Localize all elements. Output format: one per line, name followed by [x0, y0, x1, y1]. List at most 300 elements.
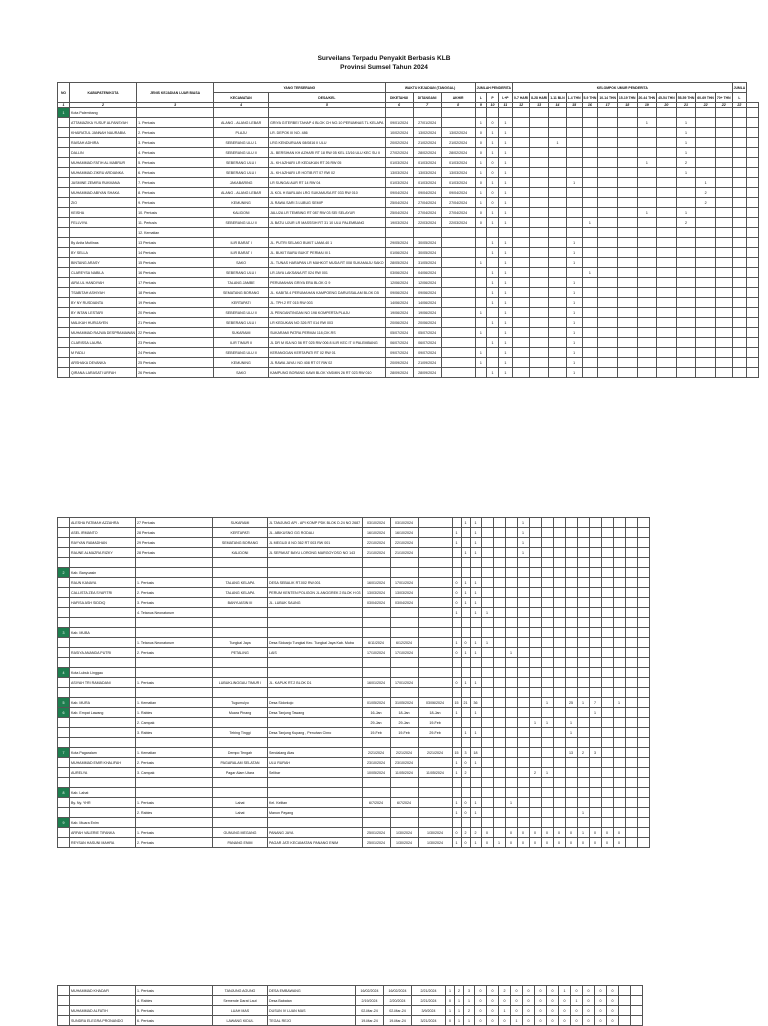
age-count — [481, 788, 493, 798]
empty-cell — [505, 738, 517, 748]
age-count — [657, 188, 677, 198]
age-count — [529, 818, 541, 828]
age-count — [582, 208, 598, 218]
age-count — [657, 228, 677, 238]
age-count — [529, 578, 541, 588]
age-count: 0 — [595, 986, 607, 996]
desa-cell — [269, 108, 386, 118]
empty-cell — [70, 778, 136, 788]
kecamatan-cell — [214, 228, 269, 238]
table-row — [58, 608, 650, 618]
empty-cell — [565, 658, 577, 668]
kecamatan-cell: PAGARALAM SELATAN — [213, 758, 268, 768]
count-p — [461, 608, 470, 618]
row-number — [58, 678, 70, 688]
age-count — [541, 638, 553, 648]
age-count — [565, 678, 577, 688]
table-row — [58, 118, 759, 128]
kecamatan-cell: SEBERANG ULU I — [214, 318, 269, 328]
age-count: 0 — [523, 996, 535, 1006]
age-count — [481, 538, 493, 548]
jenis-cell: 27 Pertusis — [136, 518, 213, 528]
age-count — [676, 108, 696, 118]
age-count — [553, 518, 565, 528]
column-number: 10 — [487, 103, 499, 108]
count-p — [461, 568, 470, 578]
jenis-cell: 1. Kematian — [136, 748, 213, 758]
age-count — [601, 728, 613, 738]
count-l: 0 — [452, 648, 461, 658]
age-count — [549, 208, 567, 218]
age-count — [582, 228, 598, 238]
age-count: 2 — [529, 768, 541, 778]
header-age-10: 60-69 THN — [696, 93, 716, 103]
age-count — [566, 188, 582, 198]
age-count — [577, 668, 589, 678]
desa-cell: LRG KENDURUAN 08/0816 II ULU — [269, 138, 386, 148]
jumla-cell — [637, 798, 649, 808]
date-diketahui: 20/06/2024 — [385, 318, 413, 328]
empty-cell — [58, 658, 70, 668]
kabupaten-cell: BY INTAN LESTARI — [70, 308, 137, 318]
age-count — [577, 758, 589, 768]
count-lp: 1 — [498, 268, 512, 278]
age-count — [565, 788, 577, 798]
age-count — [505, 578, 517, 588]
age-count — [598, 338, 618, 348]
age-count: 1 — [566, 338, 582, 348]
count-p: 21 — [461, 698, 470, 708]
age-count — [517, 578, 529, 588]
count-p: 1 — [461, 678, 470, 688]
desa-cell: LR SUNGAI AUR RT 14 RW 04 — [269, 178, 386, 188]
jumla-cell — [625, 768, 637, 778]
group-row — [58, 748, 650, 758]
age-count — [517, 638, 529, 648]
date-ditangani: 06/07/2024 — [413, 338, 441, 348]
jumla-cell — [637, 818, 649, 828]
date-akhir: 29-Feb — [418, 728, 452, 738]
empty-cell — [452, 618, 461, 628]
age-count — [549, 278, 567, 288]
jumla-cell — [747, 368, 759, 378]
date-ditangani: 16/02/2024 — [384, 986, 412, 996]
desa-cell: JL KOL H BARLIAN LRG SUKAMUSA RT 033 RW 010 — [269, 188, 386, 198]
kecamatan-cell: ALANG - ALANG LEBAR — [214, 188, 269, 198]
age-count — [530, 168, 549, 178]
jumla-cell — [747, 358, 759, 368]
kecamatan-cell: BANYUASIN III — [213, 598, 268, 608]
count-l: 0 — [475, 218, 487, 228]
age-count — [481, 818, 493, 828]
age-count — [530, 228, 549, 238]
desa-cell: PERUMAHAN GRIYA ERA BLOK G 9 — [269, 278, 386, 288]
age-count — [505, 548, 517, 558]
jumla-cell — [732, 288, 747, 298]
age-count: 13 — [565, 748, 577, 758]
table-block-2 — [57, 517, 768, 848]
jenis-cell: 1. Pertusis — [136, 578, 213, 588]
table-row — [58, 158, 759, 168]
age-count — [493, 668, 505, 678]
age-count — [657, 178, 677, 188]
empty-cell — [481, 738, 493, 748]
age-count — [598, 228, 618, 238]
row-number — [58, 158, 70, 168]
empty-cell — [58, 688, 70, 698]
age-count — [696, 308, 716, 318]
age-count — [553, 698, 565, 708]
row-number — [58, 598, 70, 608]
age-count — [529, 528, 541, 538]
age-count — [657, 248, 677, 258]
count-l: 15 — [452, 748, 461, 758]
age-count — [530, 298, 549, 308]
count-lp: 1 — [498, 348, 512, 358]
age-count — [613, 578, 625, 588]
table-row — [58, 318, 759, 328]
age-count — [529, 668, 541, 678]
age-count — [582, 338, 598, 348]
age-count — [481, 758, 493, 768]
column-number: 9 — [475, 103, 487, 108]
header-ditangani: DITANGANI — [413, 93, 441, 103]
age-count — [676, 198, 696, 208]
date-ditangani: 27/04/2024 — [413, 198, 441, 208]
jumla-cell — [747, 148, 759, 158]
jenis-cell: 21 Pertusis — [137, 318, 214, 328]
row-number: 2 — [58, 568, 70, 578]
kabupaten-cell: RASIYA ANANDA PUTRI — [70, 648, 136, 658]
age-count: 1 — [517, 548, 529, 558]
date-akhir — [418, 788, 452, 798]
jenis-cell: 15 Pertusis — [137, 258, 214, 268]
empty-cell — [589, 618, 601, 628]
date-akhir — [418, 548, 452, 558]
age-count: 1 — [529, 718, 541, 728]
count-l: 0 — [446, 996, 455, 1006]
age-count — [549, 308, 567, 318]
age-count — [481, 798, 493, 808]
empty-cell — [529, 688, 541, 698]
age-count — [598, 198, 618, 208]
age-count — [617, 138, 637, 148]
age-count — [589, 678, 601, 688]
desa-cell: JL. ABIKUSNO GG RODALI — [268, 528, 363, 538]
jumla-cell — [732, 248, 747, 258]
jenis-cell: 6. Pertusis — [137, 168, 214, 178]
jenis-cell: 5. Pertusis — [136, 1006, 213, 1016]
age-count — [517, 818, 529, 828]
age-count — [601, 668, 613, 678]
age-count — [637, 108, 657, 118]
age-count — [676, 228, 696, 238]
jenis-cell: 9. Pertusis — [137, 198, 214, 208]
age-count: 0 — [547, 1006, 559, 1016]
age-count — [530, 368, 549, 378]
kabupaten-cell — [70, 718, 136, 728]
date-ditangani — [390, 818, 418, 828]
age-count — [617, 218, 637, 228]
age-count — [513, 168, 530, 178]
header-age-11: 70+ THN — [715, 93, 732, 103]
empty-cell — [418, 778, 452, 788]
jenis-cell: 4. Rabies — [136, 996, 213, 1006]
kecamatan-cell: SEMATANG BORANG — [214, 288, 269, 298]
date-ditangani: 02-Mar-24 — [384, 1006, 412, 1016]
age-count — [505, 728, 517, 738]
empty-cell — [470, 658, 481, 668]
header-kelompok-umur: KELOMPOK UMUR PENDERITA — [513, 83, 733, 93]
count-l — [475, 238, 487, 248]
date-diketahui: 09/07/2024 — [385, 348, 413, 358]
group-row — [58, 628, 650, 638]
jumla-cell — [637, 708, 649, 718]
age-count: 0 — [535, 1016, 547, 1026]
kecamatan-cell: SEBERANG ULU II — [214, 348, 269, 358]
count-l — [452, 568, 461, 578]
column-number: 8 — [441, 103, 475, 108]
jenis-cell: 1. Pertusis — [136, 986, 213, 996]
date-akhir — [441, 248, 475, 258]
age-count: 0 — [595, 1016, 607, 1026]
count-l — [475, 338, 487, 348]
kecamatan-cell — [213, 608, 268, 618]
empty-cell — [136, 778, 213, 788]
empty-cell — [493, 738, 505, 748]
age-count — [530, 138, 549, 148]
empty-cell — [577, 738, 589, 748]
age-count — [601, 718, 613, 728]
count-l: 0 — [452, 578, 461, 588]
age-count — [530, 348, 549, 358]
table-row — [58, 658, 650, 668]
jenis-cell: 1. Pertusis — [136, 828, 213, 838]
kabupaten-cell: AIRA UL HANDIYAH — [70, 278, 137, 288]
empty-cell — [541, 558, 553, 568]
empty-cell — [517, 558, 529, 568]
jumla-cell — [732, 258, 747, 268]
age-count — [513, 158, 530, 168]
jumla-cell — [625, 698, 637, 708]
date-akhir — [418, 608, 452, 618]
age-count — [530, 248, 549, 258]
count-lp: 2 — [470, 828, 481, 838]
age-count: 0 — [559, 996, 571, 1006]
count-lp: 1 — [498, 308, 512, 318]
age-count — [481, 808, 493, 818]
age-count — [505, 768, 517, 778]
age-count — [566, 138, 582, 148]
age-count — [566, 208, 582, 218]
age-count — [589, 648, 601, 658]
empty-cell — [637, 618, 649, 628]
date-ditangani: 03/10/2024 — [390, 518, 418, 528]
age-count: 0 — [583, 1016, 595, 1026]
count-lp: 1 — [498, 178, 512, 188]
empty-cell — [493, 778, 505, 788]
age-count: 1 — [566, 368, 582, 378]
empty-cell — [565, 688, 577, 698]
age-count — [582, 118, 598, 128]
date-akhir: 2/21/2024 — [412, 986, 446, 996]
age-count — [565, 808, 577, 818]
empty-cell — [577, 778, 589, 788]
age-count — [529, 568, 541, 578]
desa-cell: PERUM KENTEN POLIGON JL ANGGREK 2 BLOK H 03 — [268, 588, 363, 598]
age-count — [517, 798, 529, 808]
desa-cell: LAIS — [268, 648, 363, 658]
count-l — [452, 788, 461, 798]
count-l: 1 — [452, 608, 461, 618]
age-count: 1 — [637, 208, 657, 218]
age-count — [565, 528, 577, 538]
jumla-cell — [637, 598, 649, 608]
desa-cell: ULU RURAH — [268, 758, 363, 768]
jumla-cell — [625, 828, 637, 838]
age-count — [566, 168, 582, 178]
jumla-cell — [747, 118, 759, 128]
kecamatan-cell: SEMATANG BORANG — [213, 538, 268, 548]
date-diketahui: 01/06/2024 — [385, 248, 413, 258]
age-count: 1 — [676, 138, 696, 148]
age-count — [617, 148, 637, 158]
age-count: 0 — [481, 828, 493, 838]
date-ditangani: 31/05/2024 — [390, 698, 418, 708]
age-count — [601, 598, 613, 608]
date-ditangani: 28/02/2024 — [413, 148, 441, 158]
empty-cell — [505, 778, 517, 788]
count-p: 2 — [461, 768, 470, 778]
date-diketahui: 17/10/2024 — [362, 648, 390, 658]
age-count — [517, 718, 529, 728]
count-l: 1 — [452, 708, 461, 718]
date-ditangani: 31/05/2024 — [413, 258, 441, 268]
kecamatan-cell — [213, 628, 268, 638]
age-count — [481, 588, 493, 598]
date-akhir — [418, 528, 452, 538]
age-count — [715, 358, 732, 368]
row-number: 6 — [58, 708, 70, 718]
age-count — [505, 698, 517, 708]
jenis-cell: 24 Pertusis — [137, 348, 214, 358]
date-diketahui: 12/06/2024 — [385, 278, 413, 288]
date-diketahui: 28/05/2024 — [385, 258, 413, 268]
row-number — [58, 538, 70, 548]
age-count — [493, 768, 505, 778]
age-count — [541, 548, 553, 558]
age-count — [657, 238, 677, 248]
age-count — [549, 338, 567, 348]
date-diketahui: 19/06/2024 — [385, 308, 413, 318]
age-count — [505, 818, 517, 828]
age-count — [553, 538, 565, 548]
desa-cell: JL RAWA JAYA I NO 408 RT 07 RW 02 — [269, 358, 386, 368]
age-count: 1 — [541, 718, 553, 728]
count-l: 0 — [475, 128, 487, 138]
jumla-cell — [747, 328, 759, 338]
kabupaten-cell: MUHAMMAD ALFATIH — [70, 1006, 136, 1016]
date-ditangani: 23/10/2024 — [390, 758, 418, 768]
jumla-cell — [747, 258, 759, 268]
age-count: 1 — [613, 698, 625, 708]
kabupaten-cell: MUHAMMAD RAJWA DESPRAMAWAN — [70, 328, 137, 338]
empty-cell — [452, 688, 461, 698]
age-count — [513, 248, 530, 258]
empty-cell — [390, 658, 418, 668]
age-count — [553, 808, 565, 818]
table-row — [58, 648, 650, 658]
empty-cell — [601, 658, 613, 668]
count-l — [452, 628, 461, 638]
header-waktu-kejadian: WAKTU KEJADIAN (TANGGAL) — [385, 83, 475, 93]
kabupaten-cell: SUNDRA ELEGRA PRONANDO — [70, 1016, 136, 1026]
count-p — [461, 668, 470, 678]
date-ditangani: 01/03/2024 — [413, 178, 441, 188]
age-count — [517, 588, 529, 598]
count-lp: 1 — [498, 318, 512, 328]
age-count — [715, 138, 732, 148]
age-count — [589, 588, 601, 598]
table-row — [58, 368, 759, 378]
age-count — [493, 698, 505, 708]
jumla-cell — [625, 548, 637, 558]
age-count — [617, 198, 637, 208]
age-count — [505, 708, 517, 718]
kabupaten-cell: Kab. Banyuasin — [70, 568, 136, 578]
date-diketahui — [362, 808, 390, 818]
age-count — [541, 808, 553, 818]
age-count: 1 — [541, 768, 553, 778]
header-jumlah-penderita: JUMLAH PENDERITA — [475, 83, 512, 93]
jenis-cell: 3. Pertusis — [136, 598, 213, 608]
jumla-cell — [732, 158, 747, 168]
empty-cell — [637, 738, 649, 748]
column-number: 18 — [617, 103, 637, 108]
jumla-cell — [625, 578, 637, 588]
age-count — [601, 628, 613, 638]
row-number — [58, 248, 70, 258]
age-count — [589, 668, 601, 678]
desa-cell: JL. BUKIT BARU BUKIT PERMAI III 1 — [269, 248, 386, 258]
age-count — [481, 568, 493, 578]
age-count: 0 — [559, 1016, 571, 1026]
count-lp — [470, 568, 481, 578]
date-ditangani: 14/06/2024 — [413, 298, 441, 308]
empty-cell — [541, 738, 553, 748]
empty-cell — [565, 738, 577, 748]
age-count — [577, 708, 589, 718]
row-number — [58, 608, 70, 618]
empty-cell — [452, 778, 461, 788]
age-count — [613, 608, 625, 618]
age-count: 0 — [505, 838, 517, 848]
age-count — [566, 128, 582, 138]
count-l — [475, 268, 487, 278]
age-count: 0 — [499, 996, 511, 1006]
age-count — [637, 148, 657, 158]
row-number — [58, 338, 70, 348]
count-l: 1 — [452, 798, 461, 808]
column-number: 17 — [598, 103, 618, 108]
date-ditangani: 03/04/2024 — [390, 598, 418, 608]
date-ditangani — [390, 668, 418, 678]
age-count — [657, 358, 677, 368]
age-count — [598, 168, 618, 178]
age-count — [582, 198, 598, 208]
age-count — [601, 808, 613, 818]
kecamatan-cell: SAKO — [214, 258, 269, 268]
